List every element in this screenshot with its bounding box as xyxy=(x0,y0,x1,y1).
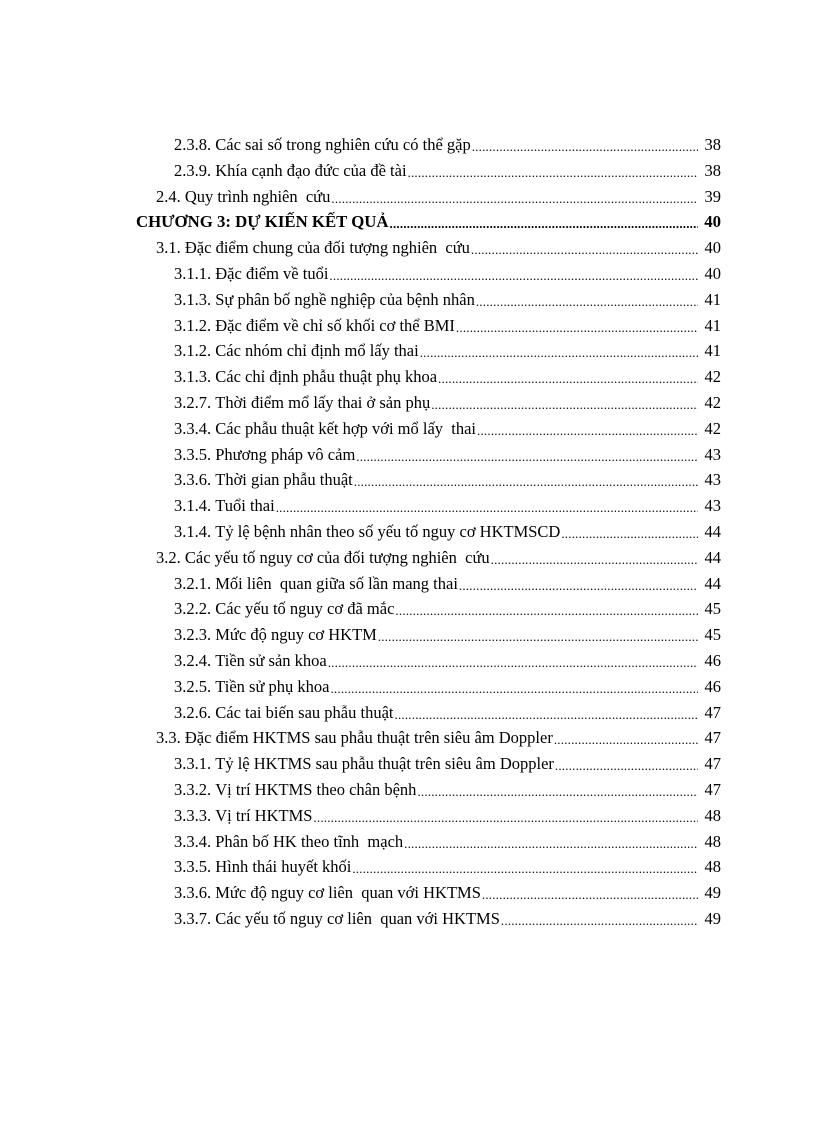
toc-entry[interactable] xyxy=(0,648,816,674)
dot-leader xyxy=(276,495,698,521)
toc-entry-page-number: 47 xyxy=(704,779,721,799)
toc-entry-title: Tiền sử sản khoa xyxy=(215,650,327,670)
toc-entry-number: 3.3.4. xyxy=(174,831,212,851)
toc-entry-title: Các yếu tố nguy cơ đã mắc xyxy=(215,599,395,619)
toc-entry-page-number: 41 xyxy=(704,289,721,309)
dot-leader xyxy=(354,469,698,495)
toc-entry[interactable] xyxy=(0,571,816,597)
toc-entry-number: 3.1.3. xyxy=(174,367,212,387)
toc-entry-title: Các chỉ định phẫu thuật phụ khoa xyxy=(215,367,438,387)
toc-entry-title: Phương pháp vô cảm xyxy=(215,444,356,464)
toc-entry-title: Mức độ nguy cơ liên quan với HKTMS xyxy=(215,883,481,903)
toc-entry-page-number: 47 xyxy=(704,754,721,774)
toc-entry-title: Tiền sử phụ khoa xyxy=(215,676,330,696)
toc-entry-number: 3.2.2. xyxy=(174,599,212,619)
toc-entry-number: 3.2.6. xyxy=(174,702,212,722)
toc-entry[interactable] xyxy=(0,467,816,493)
toc-entry[interactable] xyxy=(0,700,816,726)
toc-entry-title: Đặc điểm về tuổi xyxy=(215,263,329,283)
toc-entry-title: DỰ KIẾN KẾT QUẢ xyxy=(235,212,389,232)
dot-leader xyxy=(459,573,698,599)
toc-entry[interactable] xyxy=(0,803,816,829)
toc-entry-number: 3.3.3. xyxy=(174,805,212,825)
dot-leader xyxy=(378,624,698,650)
toc-entry-page-number: 41 xyxy=(704,315,721,335)
toc-entry-number: 3.1. xyxy=(156,238,181,258)
dot-leader xyxy=(482,882,698,908)
toc-entry-title: Các yếu tố nguy cơ liên quan với HKTMS xyxy=(215,908,500,928)
toc-entry[interactable] xyxy=(0,880,816,906)
toc-entry-title: Hình thái huyết khối xyxy=(215,857,352,877)
toc-entry-page-number: 43 xyxy=(704,470,721,490)
toc-entry-page-number: 42 xyxy=(704,392,721,412)
toc-entry[interactable] xyxy=(0,338,816,364)
toc-entry-number: CHƯƠNG 3: xyxy=(136,212,231,232)
toc-entry-title: Mối liên quan giữa số lần mang thai xyxy=(215,573,458,593)
toc-entry-page-number: 46 xyxy=(704,676,721,696)
toc-entry-page-number: 47 xyxy=(704,728,721,748)
toc-entry-number: 3.3.2. xyxy=(174,779,212,799)
toc-entry-title: Quy trình nghiên cứu xyxy=(184,186,331,206)
toc-entry[interactable] xyxy=(0,442,816,468)
toc-entry[interactable] xyxy=(0,751,816,777)
toc-entry-number: 2.4. xyxy=(156,186,181,206)
toc-entry-number: 3.2. xyxy=(156,547,181,567)
toc-entry-number: 3.2.5. xyxy=(174,676,212,696)
dot-leader xyxy=(330,676,698,702)
toc-entry-page-number: 47 xyxy=(704,702,721,722)
toc-entry-title: Đặc điểm về chỉ số khối cơ thể BMI xyxy=(215,315,455,335)
toc-entry-page-number: 40 xyxy=(704,238,721,258)
toc-entry-number: 2.3.8. xyxy=(174,135,212,154)
toc-entry-number: 3.1.1. xyxy=(174,263,212,283)
toc-entry-number: 3.2.1. xyxy=(174,573,212,593)
toc-entry-number: 3.1.2. xyxy=(174,315,212,335)
toc-entry-page-number: 43 xyxy=(704,496,721,516)
dot-leader xyxy=(328,650,698,676)
dot-leader xyxy=(501,908,698,934)
toc-entry-title: Các yếu tố nguy cơ của đối tượng nghiên cứu xyxy=(184,547,490,567)
toc-entry-number: 3.2.7. xyxy=(174,392,212,412)
toc-entry-title: Tỷ lệ HKTMS sau phẫu thuật trên siêu âm Doppler xyxy=(215,754,554,774)
toc-entry[interactable] xyxy=(0,287,816,313)
toc-entry-number: 2.3.9. xyxy=(174,160,212,180)
toc-entry-number: 3.3.6. xyxy=(174,470,212,490)
toc-entry-title: Các tai biến sau phẫu thuật xyxy=(215,702,394,722)
toc-entry[interactable] xyxy=(0,261,816,287)
toc-entry-page-number: 40 xyxy=(704,212,721,232)
toc-entry-title: Sự phân bố nghề nghiệp của bệnh nhân xyxy=(215,289,475,309)
toc-entry[interactable] xyxy=(0,235,816,261)
toc-entry-page-number: 49 xyxy=(704,908,721,928)
toc-entry-page-number: 42 xyxy=(704,418,721,438)
toc-entry[interactable] xyxy=(0,622,816,648)
toc-entry[interactable] xyxy=(0,829,816,855)
toc-entry-page-number: 44 xyxy=(704,573,721,593)
dot-leader xyxy=(554,727,698,753)
toc-entry-number: 3.3. xyxy=(156,728,181,748)
toc-entry-page-number: 42 xyxy=(704,367,721,387)
toc-entry-page-number: 45 xyxy=(704,625,721,645)
toc-entry-page-number: 39 xyxy=(704,186,721,206)
dot-leader xyxy=(431,392,698,418)
toc-entry-number: 3.2.3. xyxy=(174,625,212,645)
toc-entry-page-number: 48 xyxy=(704,831,721,851)
toc-entry-page-number: 45 xyxy=(704,599,721,619)
toc-entry[interactable] xyxy=(0,854,816,880)
toc-entry[interactable] xyxy=(0,184,816,210)
dot-leader xyxy=(417,779,698,805)
toc-entry-page-number: 48 xyxy=(704,805,721,825)
dot-leader xyxy=(491,547,698,573)
toc-entry-page-number: 46 xyxy=(704,650,721,670)
toc-entry-number: 3.3.5. xyxy=(174,857,212,877)
toc-entry[interactable] xyxy=(0,725,816,751)
toc-entry-title: Các sai số trong nghiên cứu có thể gặp xyxy=(215,135,471,154)
toc-entry-number: 3.3.6. xyxy=(174,883,212,903)
toc-entry[interactable] xyxy=(0,209,816,235)
toc-entry-number: 3.1.2. xyxy=(174,341,212,361)
toc-entry-number: 3.3.1. xyxy=(174,754,212,774)
dot-leader xyxy=(395,598,698,624)
dot-leader xyxy=(395,702,699,728)
toc-entry-title: Các phẫu thuật kết hợp với mổ lấy thai xyxy=(215,418,477,438)
dot-leader xyxy=(329,263,698,289)
toc-entry-number: 3.2.4. xyxy=(174,650,212,670)
toc-entry-title: Phân bố HK theo tĩnh mạch xyxy=(215,831,404,851)
toc-entry[interactable] xyxy=(0,906,816,932)
dot-leader xyxy=(352,856,698,882)
dot-leader xyxy=(561,521,698,547)
dot-leader xyxy=(456,315,698,341)
toc-entry[interactable] xyxy=(0,493,816,519)
toc-entry-number: 3.3.5. xyxy=(174,444,212,464)
toc-entry-page-number: 38 xyxy=(704,160,721,180)
toc-entry-page-number: 48 xyxy=(704,857,721,877)
toc-entry-number: 3.1.4. xyxy=(174,521,212,541)
toc-entry[interactable] xyxy=(0,364,816,390)
toc-entry-title: Tỷ lệ bệnh nhân theo số yếu tố nguy cơ HKTMSCD xyxy=(215,521,561,541)
toc-entry-page-number: 44 xyxy=(704,521,721,541)
table-of-contents xyxy=(0,132,816,932)
dot-leader xyxy=(313,805,698,831)
toc-entry[interactable] xyxy=(0,416,816,442)
toc-entry-title: Đặc điểm HKTMS sau phẫu thuật trên siêu âm Doppler xyxy=(184,728,553,748)
dot-leader xyxy=(356,444,698,470)
toc-entry[interactable] xyxy=(0,519,816,545)
toc-entry-title: Thời điểm mổ lấy thai ở sản phụ xyxy=(215,392,431,412)
toc-entry-title: Khía cạnh đạo đức của đề tài xyxy=(215,160,407,180)
toc-entry[interactable] xyxy=(0,545,816,571)
toc-entry[interactable] xyxy=(0,596,816,622)
dot-leader xyxy=(438,366,698,392)
toc-entry-title: Đặc điểm chung của đối tượng nghiên cứu xyxy=(184,238,470,258)
toc-entry-page-number: 43 xyxy=(704,444,721,464)
toc-entry[interactable] xyxy=(0,313,816,339)
dot-leader xyxy=(472,134,698,160)
toc-entry-page-number: 38 xyxy=(704,135,721,154)
toc-entry-page-number: 44 xyxy=(704,547,721,567)
toc-entry-title: Vị trí HKTMS xyxy=(215,805,313,825)
dot-leader xyxy=(555,753,698,779)
toc-entry-page-number: 41 xyxy=(704,341,721,361)
toc-entry-number: 3.3.7. xyxy=(174,908,212,928)
dot-leader xyxy=(420,340,698,366)
toc-entry-page-number: 49 xyxy=(704,883,721,903)
dot-leader xyxy=(477,418,698,444)
toc-entry-title: Các nhóm chỉ định mổ lấy thai xyxy=(215,341,419,361)
toc-entry-number: 3.1.4. xyxy=(174,496,212,516)
dot-leader xyxy=(404,831,698,857)
dot-leader xyxy=(476,289,698,315)
toc-entry-title: Thời gian phẫu thuật xyxy=(215,470,353,490)
dot-leader xyxy=(471,237,698,263)
toc-entry-number: 3.3.4. xyxy=(174,418,212,438)
toc-entry-number: 3.1.3. xyxy=(174,289,212,309)
toc-entry[interactable] xyxy=(0,132,816,158)
dot-leader xyxy=(390,211,698,237)
dot-leader xyxy=(408,160,698,186)
toc-entry[interactable] xyxy=(0,390,816,416)
toc-entry-title: Tuổi thai xyxy=(215,496,275,516)
toc-entry-title: Vị trí HKTMS theo chân bệnh xyxy=(215,779,417,799)
toc-entry[interactable] xyxy=(0,158,816,184)
toc-entry-title: Mức độ nguy cơ HKTM xyxy=(215,625,377,645)
toc-entry[interactable] xyxy=(0,777,816,803)
dot-leader xyxy=(331,186,698,212)
toc-entry-page-number: 40 xyxy=(704,263,721,283)
toc-entry[interactable] xyxy=(0,674,816,700)
